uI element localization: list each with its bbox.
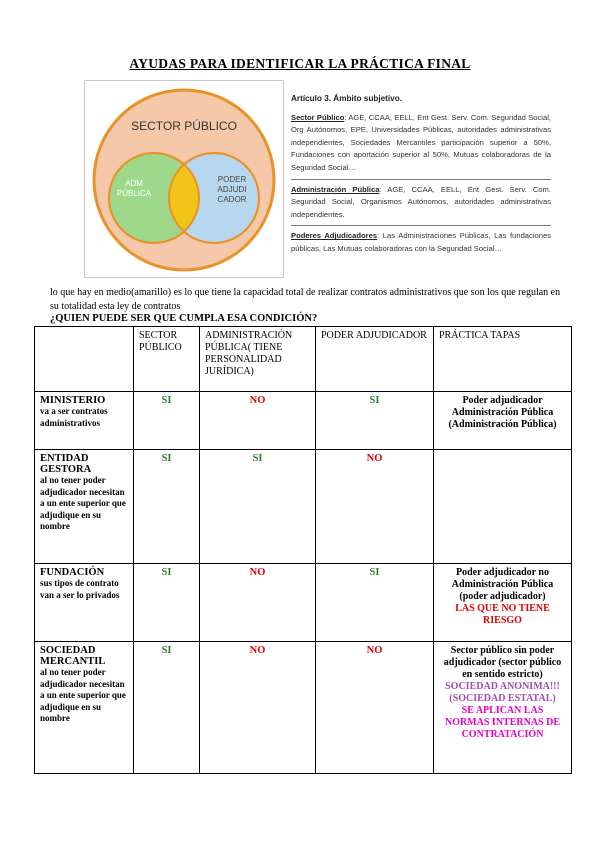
table-row: [35, 450, 572, 564]
venn-diagram: [84, 80, 284, 278]
cell-practica: Sector público sin poder adjudicador (sector público en sentido estricto) SOCIEDAD ANONIMA!!!(SOCIEDAD ESTATAL) SE APLICAN LAS NORMAS INTERNAS DE CONTRATACIÓN: [434, 642, 572, 774]
divider: [291, 225, 551, 226]
header-poder-adjudicador: PODER ADJUDICADOR: [316, 327, 434, 392]
table-row: [35, 392, 572, 450]
cell-poder-adjudicador: NO: [316, 642, 434, 774]
article-title: Artículo 3. Ámbito subjetivo.: [291, 94, 402, 103]
row-label: ENTIDAD GESTORA al no tener poder adjudicador necesitan a un ente superior que adjudique en su nombre: [35, 450, 134, 564]
note-text: lo que hay en medio(amarillo) es lo que tiene la capacidad total de realizar contratos administrativos que son los que regulan en su totalidad esta ley de contratos: [50, 287, 561, 312]
comparison-table: [34, 326, 572, 774]
cell-poder-adjudicador: SI: [316, 564, 434, 642]
cell-practica: Poder adjudicador no Administración Pública (poder adjudicador) LAS QUE NO TIENE RIESGO: [434, 564, 572, 642]
cell-administracion-publica: NO: [200, 564, 316, 642]
left-label-1: ADM: [125, 179, 143, 188]
question-heading: ¿QUIEN PUEDE SER QUE CUMPLA ESA CONDICIÓN?: [50, 313, 318, 324]
article-section-poderes: Poderes Adjudicadores: Las Administraciones Públicas, Las fundaciones públicas, Las Mutuas colaboradoras con la Seguridad Social…: [291, 231, 551, 253]
article-section-sector: Sector Público: AGE, CCAA, EELL, Ent Gest. Serv. Com. Seguridad Social, Org Autónomos, EPE, Universidades Públicas, autoridades administrativas independientes, Sociedades Mercantiles participación superior a 50%, Fundaciones con aportación superior al 50%, Mutuas colaboradoras de la Seguridad Social…: [291, 112, 551, 172]
cell-poder-adjudicador: NO: [316, 450, 434, 564]
header-practica-tapas: PRÁCTICA TAPAS: [434, 327, 572, 392]
cell-administracion-publica: SI: [200, 450, 316, 564]
article-section-administracion: Administración Pública: AGE, CCAA, EELL, Ent Gest. Serv. Com. Seguridad Social, Organismos Autónomos, autoridades administrativas independientes.: [291, 184, 551, 219]
cell-practica: [434, 450, 572, 564]
outer-label: SECTOR PÚBLICO: [131, 119, 237, 133]
row-label: SOCIEDAD MERCANTIL al no tener poder adjudicador necesitan a un ente superior que adjudique en su nombre: [35, 642, 134, 774]
page-title: AYUDAS PARA IDENTIFICAR LA PRÁCTICA FINAL: [129, 56, 471, 71]
article-excerpt: [291, 93, 551, 256]
divider: [291, 179, 551, 180]
header-row: [35, 327, 572, 392]
cell-sector-publico: SI: [134, 564, 200, 642]
header-cell-empty: [35, 327, 134, 392]
cell-sector-publico: SI: [134, 450, 200, 564]
header-sector-publico: SECTOR PÚBLICO: [134, 327, 200, 392]
header-administracion-publica: ADMINISTRACIÓN PÚBLICA( TIENE PERSONALIDAD JURÍDICA): [200, 327, 316, 392]
cell-sector-publico: SI: [134, 642, 200, 774]
cell-sector-publico: SI: [134, 392, 200, 450]
right-label-1: PODER: [217, 175, 247, 184]
left-label-2: PÚBLICA: [116, 189, 152, 198]
table-row: [35, 642, 572, 774]
row-label: MINISTERIO va a ser contratos administrativos: [35, 392, 134, 450]
right-label-3: CADOR: [217, 195, 247, 204]
cell-poder-adjudicador: SI: [316, 392, 434, 450]
cell-administracion-publica: NO: [200, 392, 316, 450]
table-row: [35, 564, 572, 642]
cell-practica: Poder adjudicador Administración Pública (Administración Pública): [434, 392, 572, 450]
cell-administracion-publica: NO: [200, 642, 316, 774]
right-label-2: ADJUDI: [217, 185, 247, 194]
row-label: FUNDACIÓN sus tipos de contrato van a ser lo privados: [35, 564, 134, 642]
